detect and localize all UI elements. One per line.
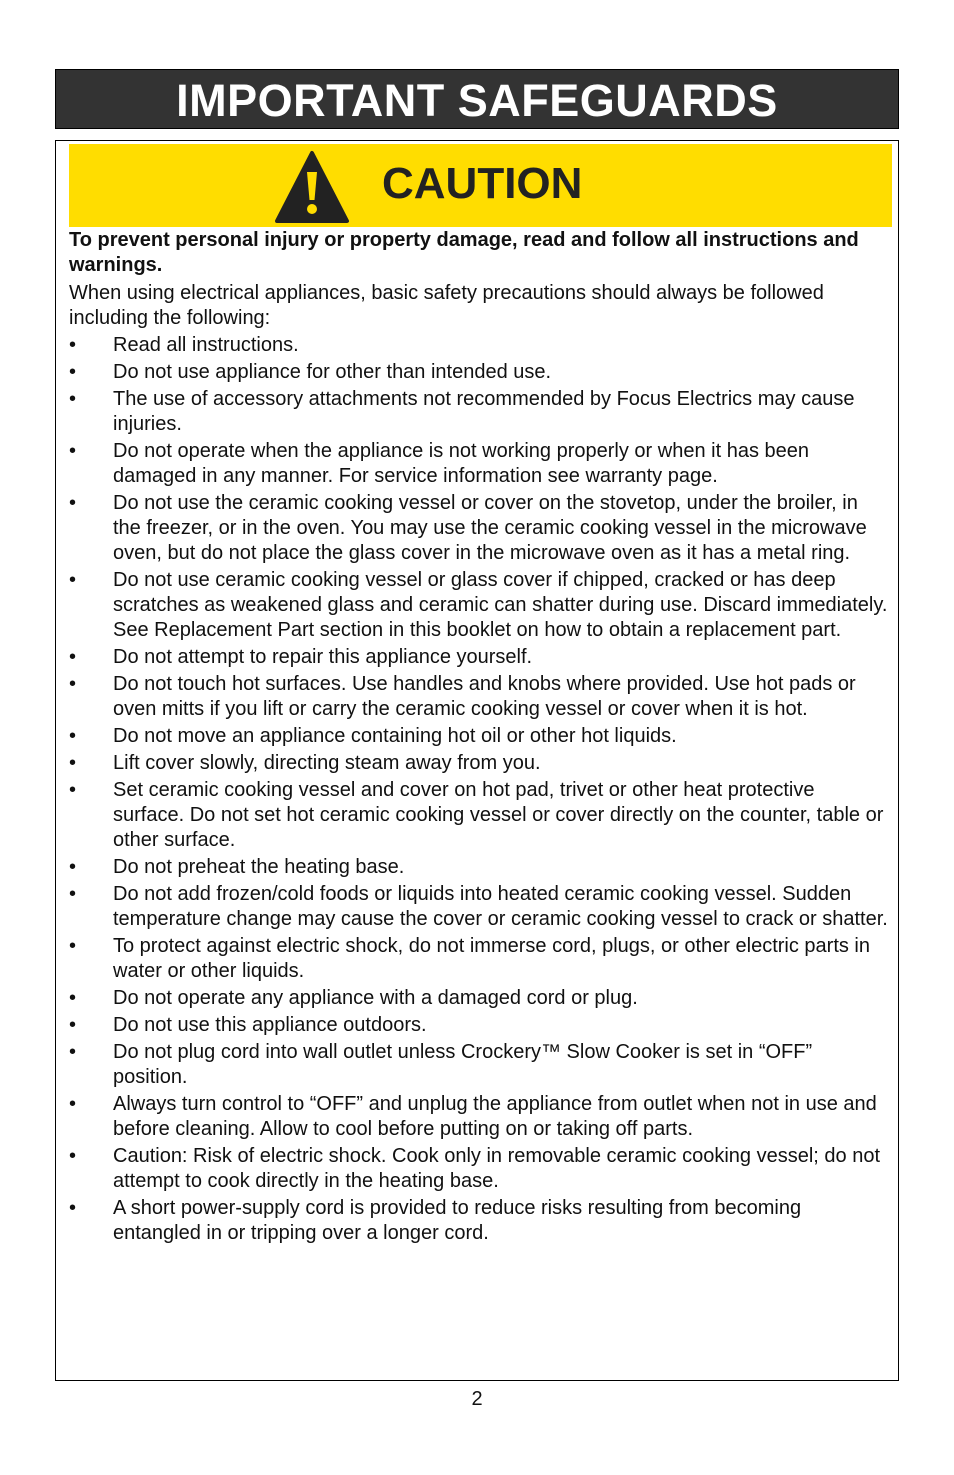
list-item: • Do not use the ceramic cooking vessel or cover on the stovetop, under the broiler, in the freezer, or in the oven. You may use the ceramic cooking vessel in the microwave oven, but do not place the glass cover in the microwave oven as it has a metal ring. [69, 491, 889, 566]
list-item: • Always turn control to “OFF” and unplug the appliance from outlet when not in use and before cleaning. Allow to cool before putting on or taking off parts. [69, 1092, 889, 1142]
intro-text: When using electrical appliances, basic safety precautions should always be followed including the following: [69, 282, 824, 329]
list-item: • Do not attempt to repair this appliance yourself. [69, 645, 889, 670]
list-item: • Read all instructions. [69, 333, 889, 358]
list-item: • Do not use this appliance outdoors. [69, 1013, 889, 1038]
list-item: • To protect against electric shock, do not immerse cord, plugs, or other electric parts in water or other liquids. [69, 934, 889, 984]
list-item: • Caution: Risk of electric shock. Cook only in removable ceramic cooking vessel; do not attempt to cook directly in the heating base. [69, 1144, 889, 1194]
list-item: • The use of accessory attachments not recommended by Focus Electrics may cause injuries. [69, 387, 889, 437]
list-item: • Do not operate any appliance with a damaged cord or plug. [69, 986, 889, 1011]
list-item: • Do not use ceramic cooking vessel or glass cover if chipped, cracked or has deep scratches as weakened glass and ceramic can shatter during use. Discard immediately. See Replacement Part section in this booklet on how to obtain a replacement part. [69, 568, 889, 643]
list-item: • Do not add frozen/cold foods or liquids into heated ceramic cooking vessel. Sudden temperature change may cause the cover or ceramic cooking vessel to crack or shatter. [69, 882, 889, 932]
list-item: • Set ceramic cooking vessel and cover on hot pad, trivet or other heat protective surface. Do not set hot ceramic cooking vessel or cover directly on the counter, table or other surface. [69, 778, 889, 853]
caution-label: CAUTION [382, 159, 583, 208]
list-item: • Do not operate when the appliance is not working properly or when it has been damaged in any manner. For service information see warranty page. [69, 439, 889, 489]
intro-warning: To prevent personal injury or property damage, read and follow all instructions and warnings. [69, 229, 859, 276]
caution-banner [69, 144, 892, 227]
list-item: • Do not plug cord into wall outlet unless Crockery™ Slow Cooker is set in “OFF” position. [69, 1040, 889, 1090]
title-bar [55, 69, 899, 129]
list-item: • Do not use appliance for other than intended use. [69, 360, 889, 385]
safeguards-content [69, 228, 889, 1248]
list-item: • Do not preheat the heating base. [69, 855, 889, 880]
page-number: 2 [471, 1388, 483, 1410]
list-item: • Do not move an appliance containing hot oil or other hot liquids. [69, 724, 889, 749]
warning-triangle-icon [274, 150, 350, 224]
safeguards-box [55, 140, 899, 1381]
page-title: IMPORTANT SAFEGUARDS [176, 74, 778, 126]
list-item: • A short power-supply cord is provided to reduce risks resulting from becoming entangled in or tripping over a longer cord. [69, 1196, 889, 1246]
list-item: • Do not touch hot surfaces. Use handles and knobs where provided. Use hot pads or oven mitts if you lift or carry the ceramic cooking vessel or cover when it is hot. [69, 672, 889, 722]
list-item: • Lift cover slowly, directing steam away from you. [69, 751, 889, 776]
safeguards-list [69, 333, 889, 1246]
